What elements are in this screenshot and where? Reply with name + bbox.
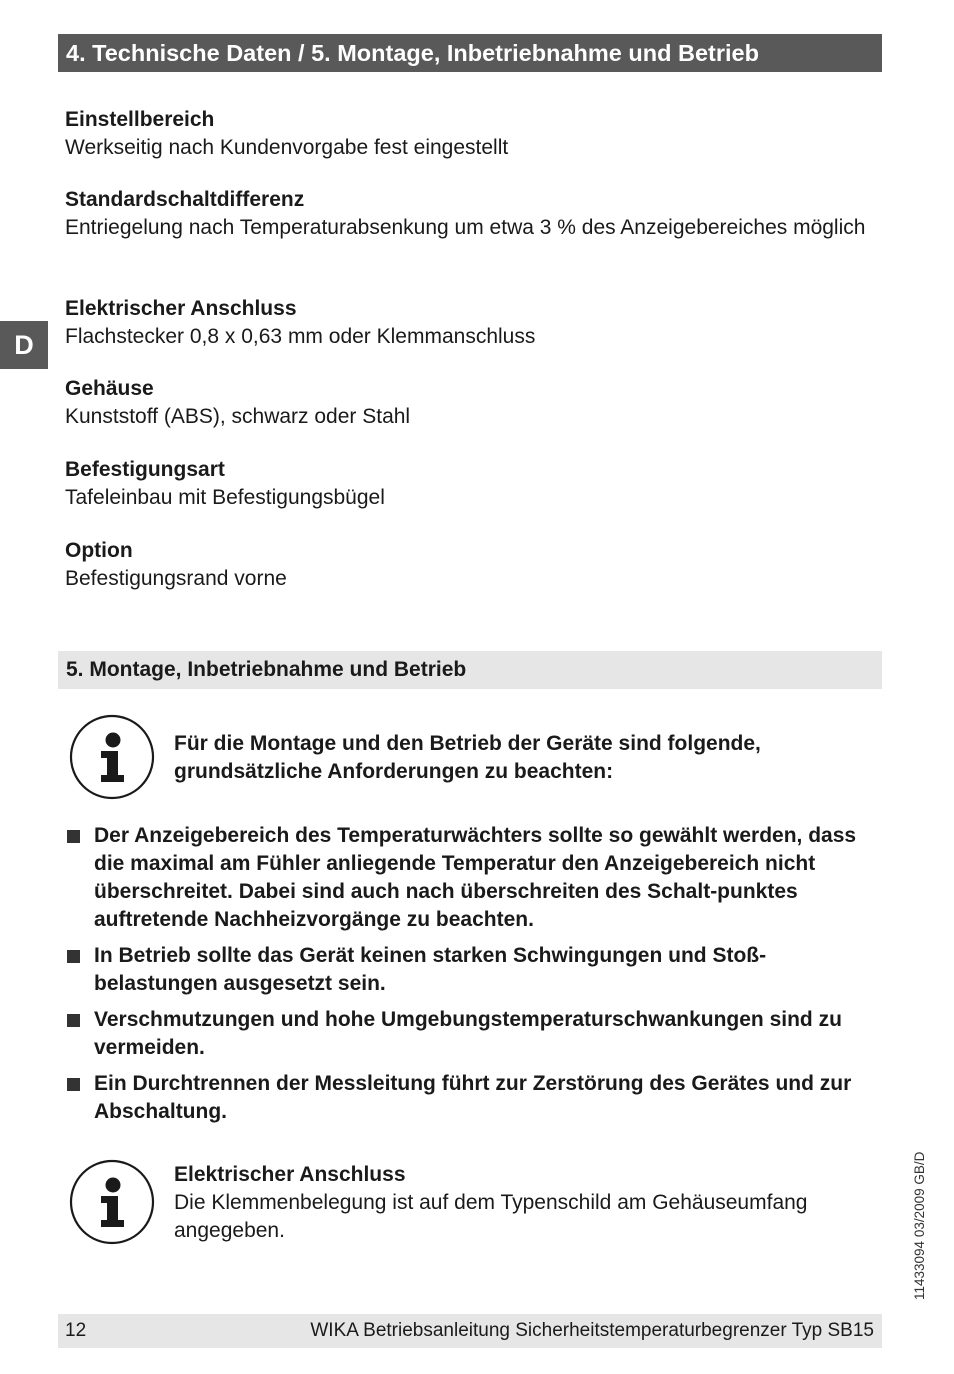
language-tab-label: D [14, 330, 34, 360]
section-heading [58, 651, 882, 689]
bullet-square-icon [67, 830, 80, 843]
footer-title: WIKA Betriebsanleitung Sicherheitstemperaturbegrenzer Typ SB15 [310, 1320, 874, 1341]
spec-case [65, 375, 875, 431]
spec-label: Option [65, 539, 133, 562]
spec-value: Tafeleinbau mit Befestigungsbügel [65, 486, 385, 509]
list-item-text: Ein Durchtrennen der Messleitung führt zur Zerstörung des Gerätes und zur Abschaltung. [94, 1072, 852, 1123]
spec-mounting [65, 456, 875, 512]
spec-label: Einstellbereich [65, 108, 215, 131]
info-electrical-connection [174, 1161, 874, 1245]
list-item [66, 1006, 882, 1062]
spec-value: Entriegelung nach Temperaturabsenkung um etwa 3 % des Anzeigebereiches möglich [65, 216, 866, 239]
spec-setting-range [65, 106, 875, 162]
language-tab [0, 321, 48, 369]
spec-value: Befestigungsrand vorne [65, 567, 287, 590]
spec-value: Kunststoff (ABS), schwarz oder Stahl [65, 405, 411, 428]
spec-value: Werkseitig nach Kundenvorgabe fest eingestellt [65, 136, 509, 159]
info-text: Die Klemmenbelegung ist auf dem Typenschild am Gehäuseumfang angegeben. [174, 1191, 808, 1242]
list-item [66, 1070, 882, 1126]
requirements-list [66, 822, 882, 1134]
spec-label: Elektrischer Anschluss [65, 297, 297, 320]
info-icon [68, 1158, 156, 1246]
page-footer [58, 1314, 882, 1348]
spec-label: Gehäuse [65, 377, 154, 400]
list-item-text: Der Anzeigebereich des Temperaturwächters sollte so gewählt werden, dass die maximal am Fühler anliegende Temperatur den Anzeigebereich nicht überschreitet. Dabei sind auch nach überschreiten des Schalt-punktes auftretende Nachheizvorgänge zu beachten. [94, 824, 857, 931]
list-item-text: In Betrieb sollte das Gerät keinen starken Schwingungen und Stoß-belastungen ausgesetzt sein. [94, 944, 767, 995]
page-header-title: 4. Technische Daten / 5. Montage, Inbetriebnahme und Betrieb [66, 40, 759, 66]
spec-option [65, 537, 875, 593]
list-item [66, 822, 882, 934]
info-note-text: Für die Montage und den Betrieb der Geräte sind folgende, grundsätzliche Anforderungen zu beachten: [174, 732, 761, 783]
section-heading-title: 5. Montage, Inbetriebnahme und Betrieb [66, 658, 467, 681]
bullet-square-icon [67, 1078, 80, 1091]
document-code: 11433094 03/2009 GB/D [912, 1151, 927, 1300]
spec-label: Standardschaltdifferenz [65, 188, 305, 211]
spec-label: Befestigungsart [65, 458, 225, 481]
list-item [66, 942, 882, 998]
spec-value: Flachstecker 0,8 x 0,63 mm oder Klemmanschluss [65, 325, 536, 348]
info-icon [68, 713, 156, 801]
bullet-square-icon [67, 1014, 80, 1027]
page-header [58, 34, 882, 72]
spec-switching-differential [65, 186, 875, 242]
page-number: 12 [65, 1320, 87, 1341]
spec-electrical-connection [65, 295, 875, 351]
bullet-square-icon [67, 950, 80, 963]
info-title: Elektrischer Anschluss [174, 1163, 406, 1186]
list-item-text: Verschmutzungen und hohe Umgebungstemperaturschwankungen sind zu vermeiden. [94, 1008, 842, 1059]
